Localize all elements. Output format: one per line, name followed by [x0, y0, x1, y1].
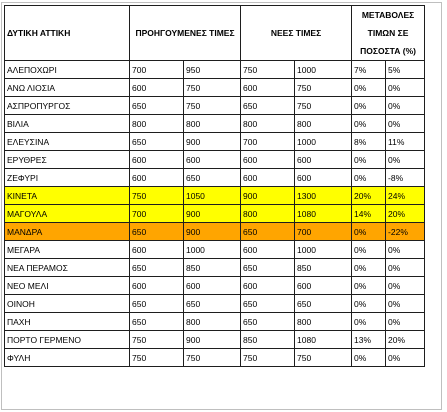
- previous-min-cell: 600: [130, 151, 184, 169]
- change-max-cell: 24%: [386, 187, 425, 205]
- previous-min-cell: 800: [130, 115, 184, 133]
- change-min-cell: 0%: [352, 259, 386, 277]
- change-header-line-3: ΠΟΣΟΣΤΑ (%): [360, 46, 416, 56]
- table-row: [5, 115, 425, 133]
- area-name-cell: ΑΛΕΠΟΧΩΡΙ: [5, 61, 130, 79]
- previous-max-cell: 900: [184, 223, 241, 241]
- new-max-cell: 750: [295, 97, 352, 115]
- area-name-cell: ΝΕΑ ΠΕΡΑΜΟΣ: [5, 259, 130, 277]
- new-min-cell: 650: [241, 295, 295, 313]
- new-max-cell: 750: [295, 349, 352, 367]
- new-min-cell: 650: [241, 223, 295, 241]
- change-min-cell: 0%: [352, 97, 386, 115]
- area-name-cell: ΖΕΦΥΡΙ: [5, 169, 130, 187]
- area-name-cell: ΚΙΝΕΤΑ: [5, 187, 130, 205]
- table-row: [5, 79, 425, 97]
- table-row: [5, 169, 425, 187]
- change-min-cell: 20%: [352, 187, 386, 205]
- previous-max-cell: 750: [184, 79, 241, 97]
- change-min-cell: 7%: [352, 61, 386, 79]
- previous-min-cell: 600: [130, 79, 184, 97]
- table-row: [5, 331, 425, 349]
- previous-prices-header: ΠΡΟΗΓΟΥΜΕΝΕΣ ΤΙΜΕΣ: [130, 6, 241, 61]
- area-name-cell: ΑΝΩ ΛΙΟΣΙΑ: [5, 79, 130, 97]
- area-name-cell: ΑΣΠΡΟΠΥΡΓΟΣ: [5, 97, 130, 115]
- previous-min-cell: 650: [130, 97, 184, 115]
- area-name-cell: ΒΙΛΙΑ: [5, 115, 130, 133]
- new-min-cell: 800: [241, 115, 295, 133]
- area-name-cell: ΕΛΕΥΣΙΝΑ: [5, 133, 130, 151]
- change-max-cell: -22%: [386, 223, 425, 241]
- change-min-cell: 0%: [352, 313, 386, 331]
- new-min-cell: 650: [241, 313, 295, 331]
- previous-max-cell: 900: [184, 205, 241, 223]
- new-min-cell: 650: [241, 97, 295, 115]
- change-max-cell: 0%: [386, 295, 425, 313]
- new-max-cell: 650: [295, 295, 352, 313]
- previous-max-cell: 600: [184, 151, 241, 169]
- change-min-cell: 0%: [352, 79, 386, 97]
- change-min-cell: 14%: [352, 205, 386, 223]
- previous-min-cell: 700: [130, 61, 184, 79]
- change-max-cell: 0%: [386, 79, 425, 97]
- table-row: [5, 259, 425, 277]
- change-max-cell: -8%: [386, 169, 425, 187]
- previous-max-cell: 650: [184, 295, 241, 313]
- new-min-cell: 600: [241, 277, 295, 295]
- new-max-cell: 600: [295, 169, 352, 187]
- table-row: [5, 97, 425, 115]
- area-name-cell: ΦΥΛΗ: [5, 349, 130, 367]
- change-min-cell: 0%: [352, 115, 386, 133]
- new-max-cell: 750: [295, 79, 352, 97]
- change-min-cell: 0%: [352, 241, 386, 259]
- table-row: [5, 205, 425, 223]
- new-min-cell: 600: [241, 79, 295, 97]
- new-max-cell: 1000: [295, 133, 352, 151]
- area-name-cell: ΕΡΥΘΡΕΣ: [5, 151, 130, 169]
- previous-min-cell: 650: [130, 259, 184, 277]
- change-min-cell: 13%: [352, 331, 386, 349]
- header-row: [5, 6, 425, 61]
- new-max-cell: 1300: [295, 187, 352, 205]
- previous-max-cell: 600: [184, 277, 241, 295]
- new-max-cell: 1000: [295, 61, 352, 79]
- previous-max-cell: 1050: [184, 187, 241, 205]
- previous-min-cell: 650: [130, 313, 184, 331]
- previous-min-cell: 600: [130, 277, 184, 295]
- change-max-cell: 0%: [386, 277, 425, 295]
- previous-min-cell: 650: [130, 133, 184, 151]
- previous-max-cell: 950: [184, 61, 241, 79]
- table-row: [5, 349, 425, 367]
- previous-max-cell: 900: [184, 133, 241, 151]
- change-min-cell: 0%: [352, 277, 386, 295]
- table-row: [5, 241, 425, 259]
- change-max-cell: 11%: [386, 133, 425, 151]
- change-max-cell: 20%: [386, 205, 425, 223]
- new-min-cell: 800: [241, 205, 295, 223]
- area-name-cell: ΠΑΧΗ: [5, 313, 130, 331]
- previous-min-cell: 750: [130, 331, 184, 349]
- table-row: [5, 277, 425, 295]
- area-name-cell: ΜΕΓΑΡΑ: [5, 241, 130, 259]
- change-max-cell: 0%: [386, 259, 425, 277]
- price-table-body: [5, 6, 425, 367]
- new-max-cell: 800: [295, 313, 352, 331]
- price-table-frame: [1, 2, 442, 410]
- change-percent-header: [352, 6, 425, 61]
- new-max-cell: 1000: [295, 241, 352, 259]
- change-header-line-1: ΜΕΤΑΒΟΛΕΣ: [361, 10, 415, 20]
- table-row: [5, 133, 425, 151]
- new-min-cell: 900: [241, 187, 295, 205]
- table-row: [5, 187, 425, 205]
- change-min-cell: 0%: [352, 295, 386, 313]
- new-max-cell: 1080: [295, 331, 352, 349]
- previous-min-cell: 600: [130, 241, 184, 259]
- new-max-cell: 800: [295, 115, 352, 133]
- previous-max-cell: 750: [184, 349, 241, 367]
- change-header-line-2: ΤΙΜΩΝ ΣΕ: [367, 28, 409, 38]
- area-name-cell: ΠΟΡΤΟ ΓΕΡΜΕΝΟ: [5, 331, 130, 349]
- new-min-cell: 700: [241, 133, 295, 151]
- previous-min-cell: 600: [130, 169, 184, 187]
- change-max-cell: 5%: [386, 61, 425, 79]
- area-name-cell: ΜΑΝΔΡΑ: [5, 223, 130, 241]
- table-row: [5, 151, 425, 169]
- area-name-cell: ΝΕΟ ΜΕΛΙ: [5, 277, 130, 295]
- new-max-cell: 850: [295, 259, 352, 277]
- region-header: ΔΥΤΙΚΗ ΑΤΤΙΚΗ: [5, 6, 130, 61]
- change-max-cell: 0%: [386, 97, 425, 115]
- new-min-cell: 600: [241, 241, 295, 259]
- previous-max-cell: 800: [184, 115, 241, 133]
- table-row: [5, 61, 425, 79]
- change-min-cell: 8%: [352, 133, 386, 151]
- change-max-cell: 20%: [386, 331, 425, 349]
- new-min-cell: 650: [241, 259, 295, 277]
- new-min-cell: 850: [241, 331, 295, 349]
- change-max-cell: 0%: [386, 313, 425, 331]
- change-max-cell: 0%: [386, 349, 425, 367]
- new-prices-header: ΝΕΕΣ ΤΙΜΕΣ: [241, 6, 352, 61]
- price-table: [4, 5, 425, 367]
- new-min-cell: 750: [241, 349, 295, 367]
- new-min-cell: 600: [241, 151, 295, 169]
- previous-min-cell: 700: [130, 205, 184, 223]
- previous-max-cell: 1000: [184, 241, 241, 259]
- change-max-cell: 0%: [386, 151, 425, 169]
- new-max-cell: 700: [295, 223, 352, 241]
- previous-min-cell: 650: [130, 223, 184, 241]
- new-min-cell: 750: [241, 61, 295, 79]
- table-row: [5, 313, 425, 331]
- change-max-cell: 0%: [386, 115, 425, 133]
- area-name-cell: ΟΙΝΟΗ: [5, 295, 130, 313]
- previous-max-cell: 650: [184, 169, 241, 187]
- area-name-cell: ΜΑΓΟΥΛΑ: [5, 205, 130, 223]
- previous-max-cell: 850: [184, 259, 241, 277]
- previous-max-cell: 800: [184, 313, 241, 331]
- change-min-cell: 0%: [352, 151, 386, 169]
- previous-min-cell: 750: [130, 349, 184, 367]
- change-max-cell: 0%: [386, 241, 425, 259]
- table-row: [5, 295, 425, 313]
- previous-min-cell: 750: [130, 187, 184, 205]
- previous-min-cell: 650: [130, 295, 184, 313]
- change-min-cell: 0%: [352, 169, 386, 187]
- change-min-cell: 0%: [352, 349, 386, 367]
- new-max-cell: 600: [295, 151, 352, 169]
- table-row: [5, 223, 425, 241]
- new-min-cell: 600: [241, 169, 295, 187]
- previous-max-cell: 750: [184, 97, 241, 115]
- change-min-cell: 0%: [352, 223, 386, 241]
- new-max-cell: 600: [295, 277, 352, 295]
- previous-max-cell: 900: [184, 331, 241, 349]
- new-max-cell: 1080: [295, 205, 352, 223]
